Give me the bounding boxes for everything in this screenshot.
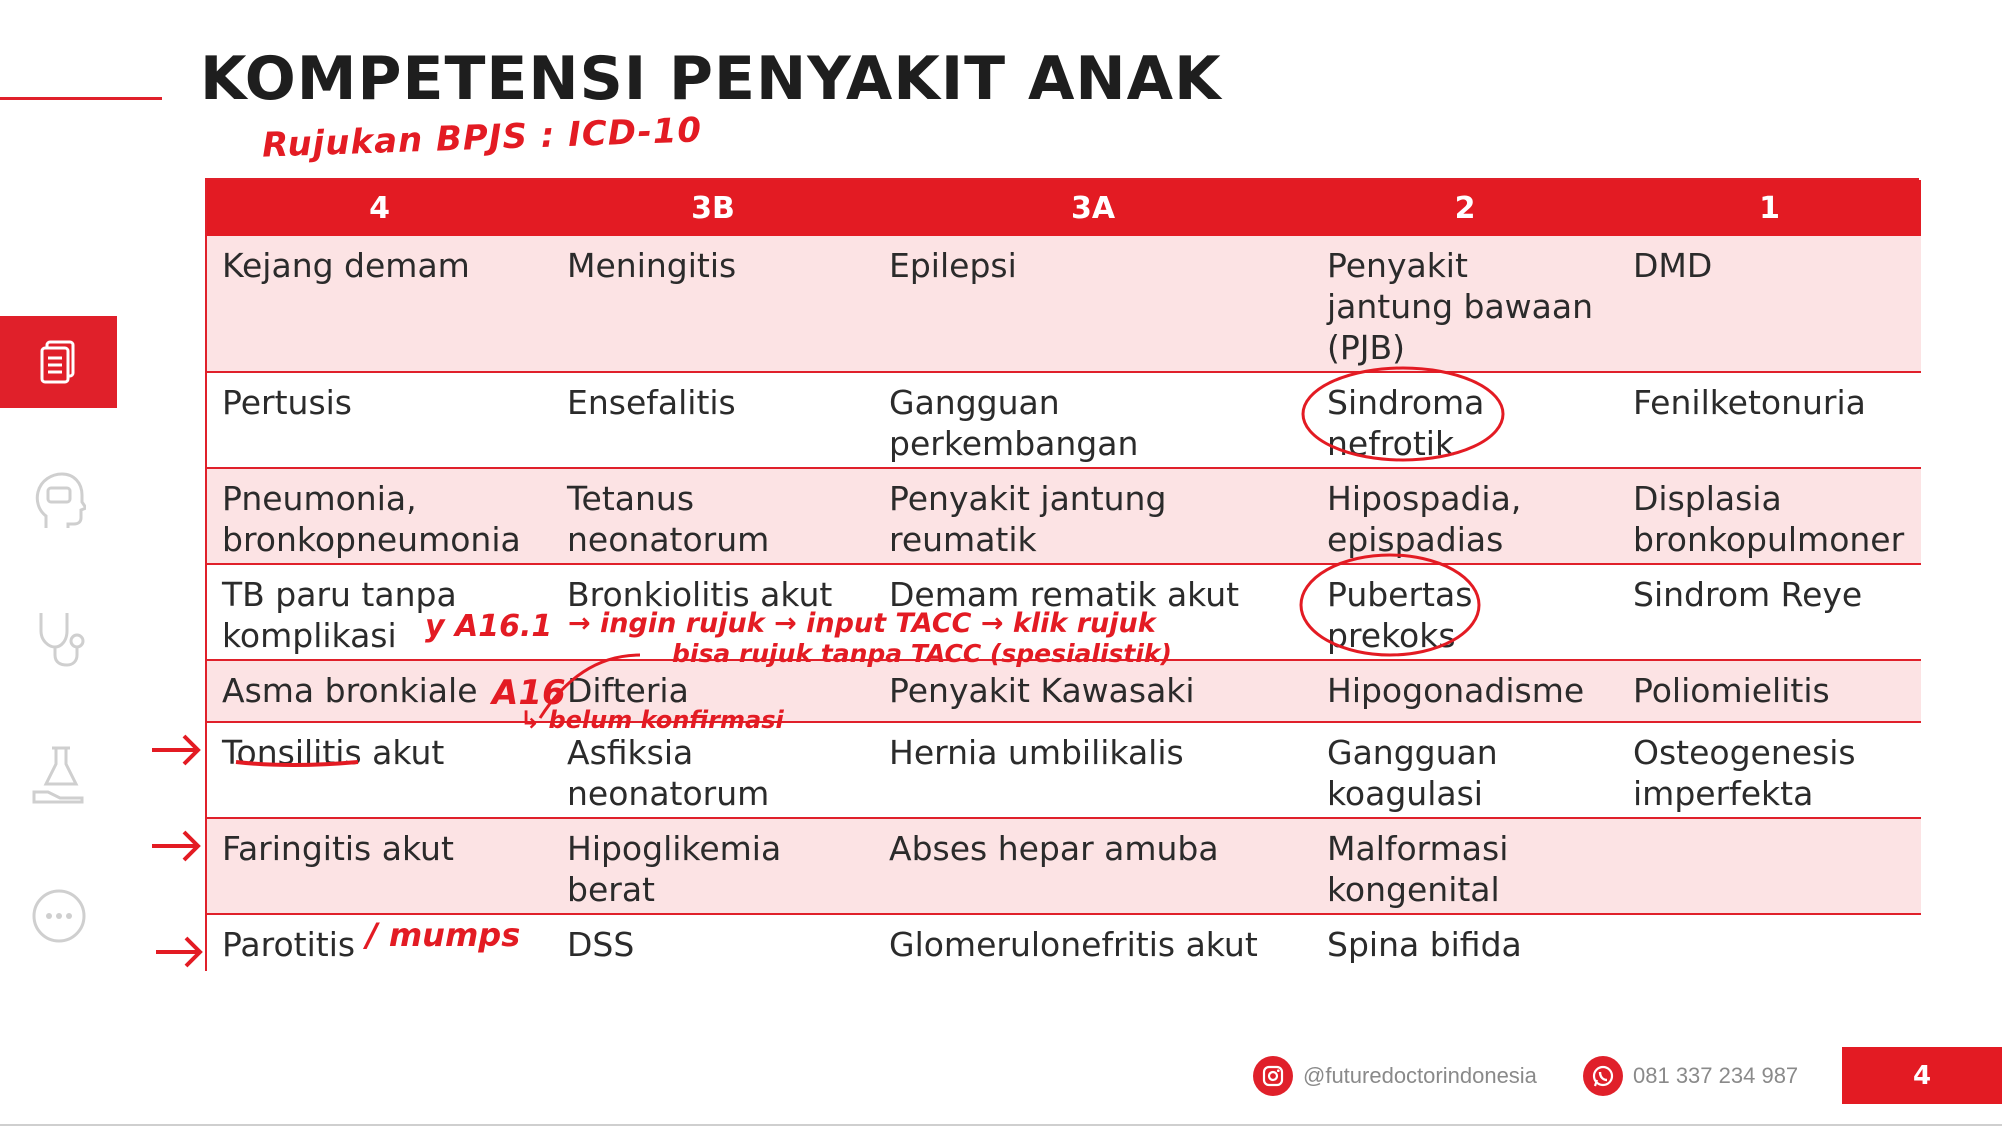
header-level-3b: 3B <box>552 180 874 236</box>
table-cell: Poliomielitis <box>1618 660 1921 722</box>
sidebar-item-head[interactable] <box>0 455 117 547</box>
head-icon <box>32 470 86 532</box>
table-cell: Ensefalitis <box>552 372 874 468</box>
table-cell: Gangguan koagulasi <box>1312 722 1618 818</box>
header-level-3a: 3A <box>874 180 1312 236</box>
table-cell: Demam rematik akut <box>874 564 1312 660</box>
instagram-contact[interactable] <box>1253 1054 1537 1098</box>
handwritten-note: Rujukan BPJS : ICD-10 <box>261 110 703 166</box>
table-cell: Hipogonadisme <box>1312 660 1618 722</box>
table-cell: Hernia umbilikalis <box>874 722 1312 818</box>
table-cell: Hipoglikemia berat <box>552 818 874 914</box>
whatsapp-contact[interactable] <box>1583 1054 1798 1098</box>
page-number: 4 <box>1842 1047 2002 1104</box>
table-cell: TB paru tanpa komplikasi <box>207 564 552 660</box>
sidebar-item-lab[interactable] <box>0 729 117 821</box>
table-row <box>207 236 1921 372</box>
table-cell: Fenilketonuria <box>1618 372 1921 468</box>
table-cell: Pneumonia, bronkopneumonia <box>207 468 552 564</box>
document-icon <box>37 338 81 386</box>
flask-hand-icon <box>30 744 88 806</box>
table-cell: Parotitis <box>207 914 552 973</box>
table-cell: Asfiksia neonatorum <box>552 722 874 818</box>
note-a16: A16 <box>492 673 566 713</box>
table-cell: Asma bronkiale <box>207 660 552 722</box>
note-tb-icd: y A16.1 <box>425 609 553 644</box>
table-cell: Sindrom Reye <box>1618 564 1921 660</box>
table-cell: Glomerulonefritis akut <box>874 914 1312 973</box>
table-header-row <box>207 180 1921 236</box>
instagram-handle: @futuredoctorindonesia <box>1303 1063 1537 1088</box>
table-cell: Abses hepar amuba <box>874 818 1312 914</box>
whatsapp-icon <box>1583 1056 1623 1096</box>
more-icon <box>31 888 87 944</box>
table-cell: Epilepsi <box>874 236 1312 372</box>
table-cell: Tetanus neonatorum <box>552 468 874 564</box>
table-row <box>207 564 1921 660</box>
header-level-1: 1 <box>1618 180 1921 236</box>
bottom-divider <box>0 1124 2002 1126</box>
arrow-icon <box>152 736 198 764</box>
competency-table <box>205 178 1919 971</box>
note-flow: → ingin rujuk → input TACC → klik rujuk <box>568 608 1156 639</box>
slide-title: KOMPETENSI PENYAKIT ANAK <box>200 44 1222 114</box>
note-mumps: / mumps <box>366 916 521 954</box>
title-accent-line <box>0 97 162 100</box>
table-row <box>207 818 1921 914</box>
table-row <box>207 722 1921 818</box>
phone-number: 081 337 234 987 <box>1633 1063 1799 1088</box>
header-level-2: 2 <box>1312 180 1618 236</box>
table-row <box>207 660 1921 722</box>
table-cell: DMD <box>1618 236 1921 372</box>
table-cell: Sindroma nefrotik <box>1312 372 1618 468</box>
table-cell: Pertusis <box>207 372 552 468</box>
table-cell: Displasia bronkopulmoner <box>1618 468 1921 564</box>
sidebar-item-document[interactable] <box>0 316 117 408</box>
table-cell: Malformasi kongenital <box>1312 818 1618 914</box>
arrow-icon <box>156 938 200 966</box>
table-row <box>207 914 1921 973</box>
table-cell: Penyakit jantung bawaan (PJB) <box>1312 236 1618 372</box>
stethoscope-icon <box>31 607 87 669</box>
table-cell: Penyakit jantung reumatik <box>874 468 1312 564</box>
sidebar-item-more[interactable] <box>0 870 117 962</box>
instagram-icon <box>1253 1056 1293 1096</box>
note-flow-2: bisa rujuk tanpa TACC (spesialistik) <box>672 639 1172 668</box>
table-cell: Hipospadia, epispadias <box>1312 468 1618 564</box>
table-cell: Spina bifida <box>1312 914 1618 973</box>
table-row <box>207 468 1921 564</box>
header-level-4: 4 <box>207 180 552 236</box>
table-cell: Osteogenesis imperfekta <box>1618 722 1921 818</box>
table-cell: Meningitis <box>552 236 874 372</box>
arrow-icon <box>152 832 198 860</box>
table-cell <box>1618 818 1921 914</box>
table-cell: DSS <box>552 914 874 973</box>
table-cell: Difteria <box>552 660 874 722</box>
note-konfirmasi: ↳ belum konfirmasi <box>520 706 784 734</box>
table-cell: Gangguan perkembangan <box>874 372 1312 468</box>
table-cell: Bronkiolitis akut <box>552 564 874 660</box>
table-cell: Penyakit Kawasaki <box>874 660 1312 722</box>
table-cell: Tonsilitis akut <box>207 722 552 818</box>
table-cell: Faringitis akut <box>207 818 552 914</box>
sidebar-item-stethoscope[interactable] <box>0 592 117 684</box>
table-cell <box>1618 914 1921 973</box>
table-cell: Pubertas prekoks <box>1312 564 1618 660</box>
table-row <box>207 372 1921 468</box>
table-cell: Kejang demam <box>207 236 552 372</box>
